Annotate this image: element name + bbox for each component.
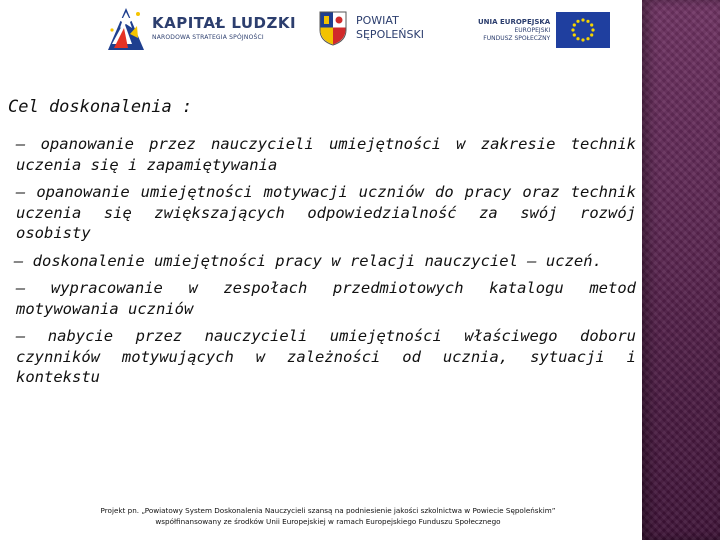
slide-body [8, 96, 636, 395]
kapital-ludzki-title: KAPITAŁ LUDZKI [152, 14, 297, 32]
decorative-side-band [642, 0, 720, 540]
goal-item: – opanowanie przez nauczycieli umiejętności w zakresie technik uczenia się i zapamiętywania [16, 135, 636, 174]
eu-fund-line1: EUROPEJSKI [514, 27, 551, 34]
eu-title: UNIA EUROPEJSKA [478, 18, 551, 26]
powiat-logo [318, 10, 424, 46]
eu-logo [478, 12, 610, 48]
coat-of-arms-icon [318, 10, 348, 46]
footer-line2: współfinansowany ze środków Unii Europejskiej w ramach Europejskiego Funduszu Społecznego [155, 517, 501, 526]
powiat-name-line1: POWIAT [356, 14, 399, 27]
goal-item: – opanowanie umiejętności motywacji uczniów do pracy oraz technik uczenia się zwiększających odpowiedzialność za swój rozwój osobisty [16, 183, 636, 242]
powiat-name-line2: SĘPOLEŃSKI [356, 28, 424, 41]
slide-heading: Cel doskonalenia : [8, 97, 193, 117]
footer-line1: Projekt pn. „Powiatowy System Doskonalenia Nauczycieli szansą na podniesienie jakości szkolnictwa w Powiecie Sępoleńskim” [100, 506, 556, 515]
goal-item: – doskonalenie umiejętności pracy w relacji nauczyciel – uczeń. [14, 251, 602, 270]
logo-bar [0, 0, 642, 62]
eu-flag-icon [556, 12, 610, 48]
kapital-ludzki-logo [104, 4, 296, 52]
project-footer [20, 505, 636, 527]
kapital-ludzki-subtitle: NARODOWA STRATEGIA SPÓJNOŚCI [152, 34, 264, 41]
goal-item: – nabycie przez nauczycieli umiejętności właściwego doboru czynników motywujących w zależności od ucznia, sytuacji i kontekstu [16, 327, 636, 386]
goal-item: – wypracowanie w zespołach przedmiotowych katalogu metod motywowania uczniów [16, 279, 636, 318]
eu-fund-line2: FUNDUSZ SPOŁECZNY [483, 35, 551, 42]
kapital-ludzki-mark-icon [104, 4, 146, 52]
